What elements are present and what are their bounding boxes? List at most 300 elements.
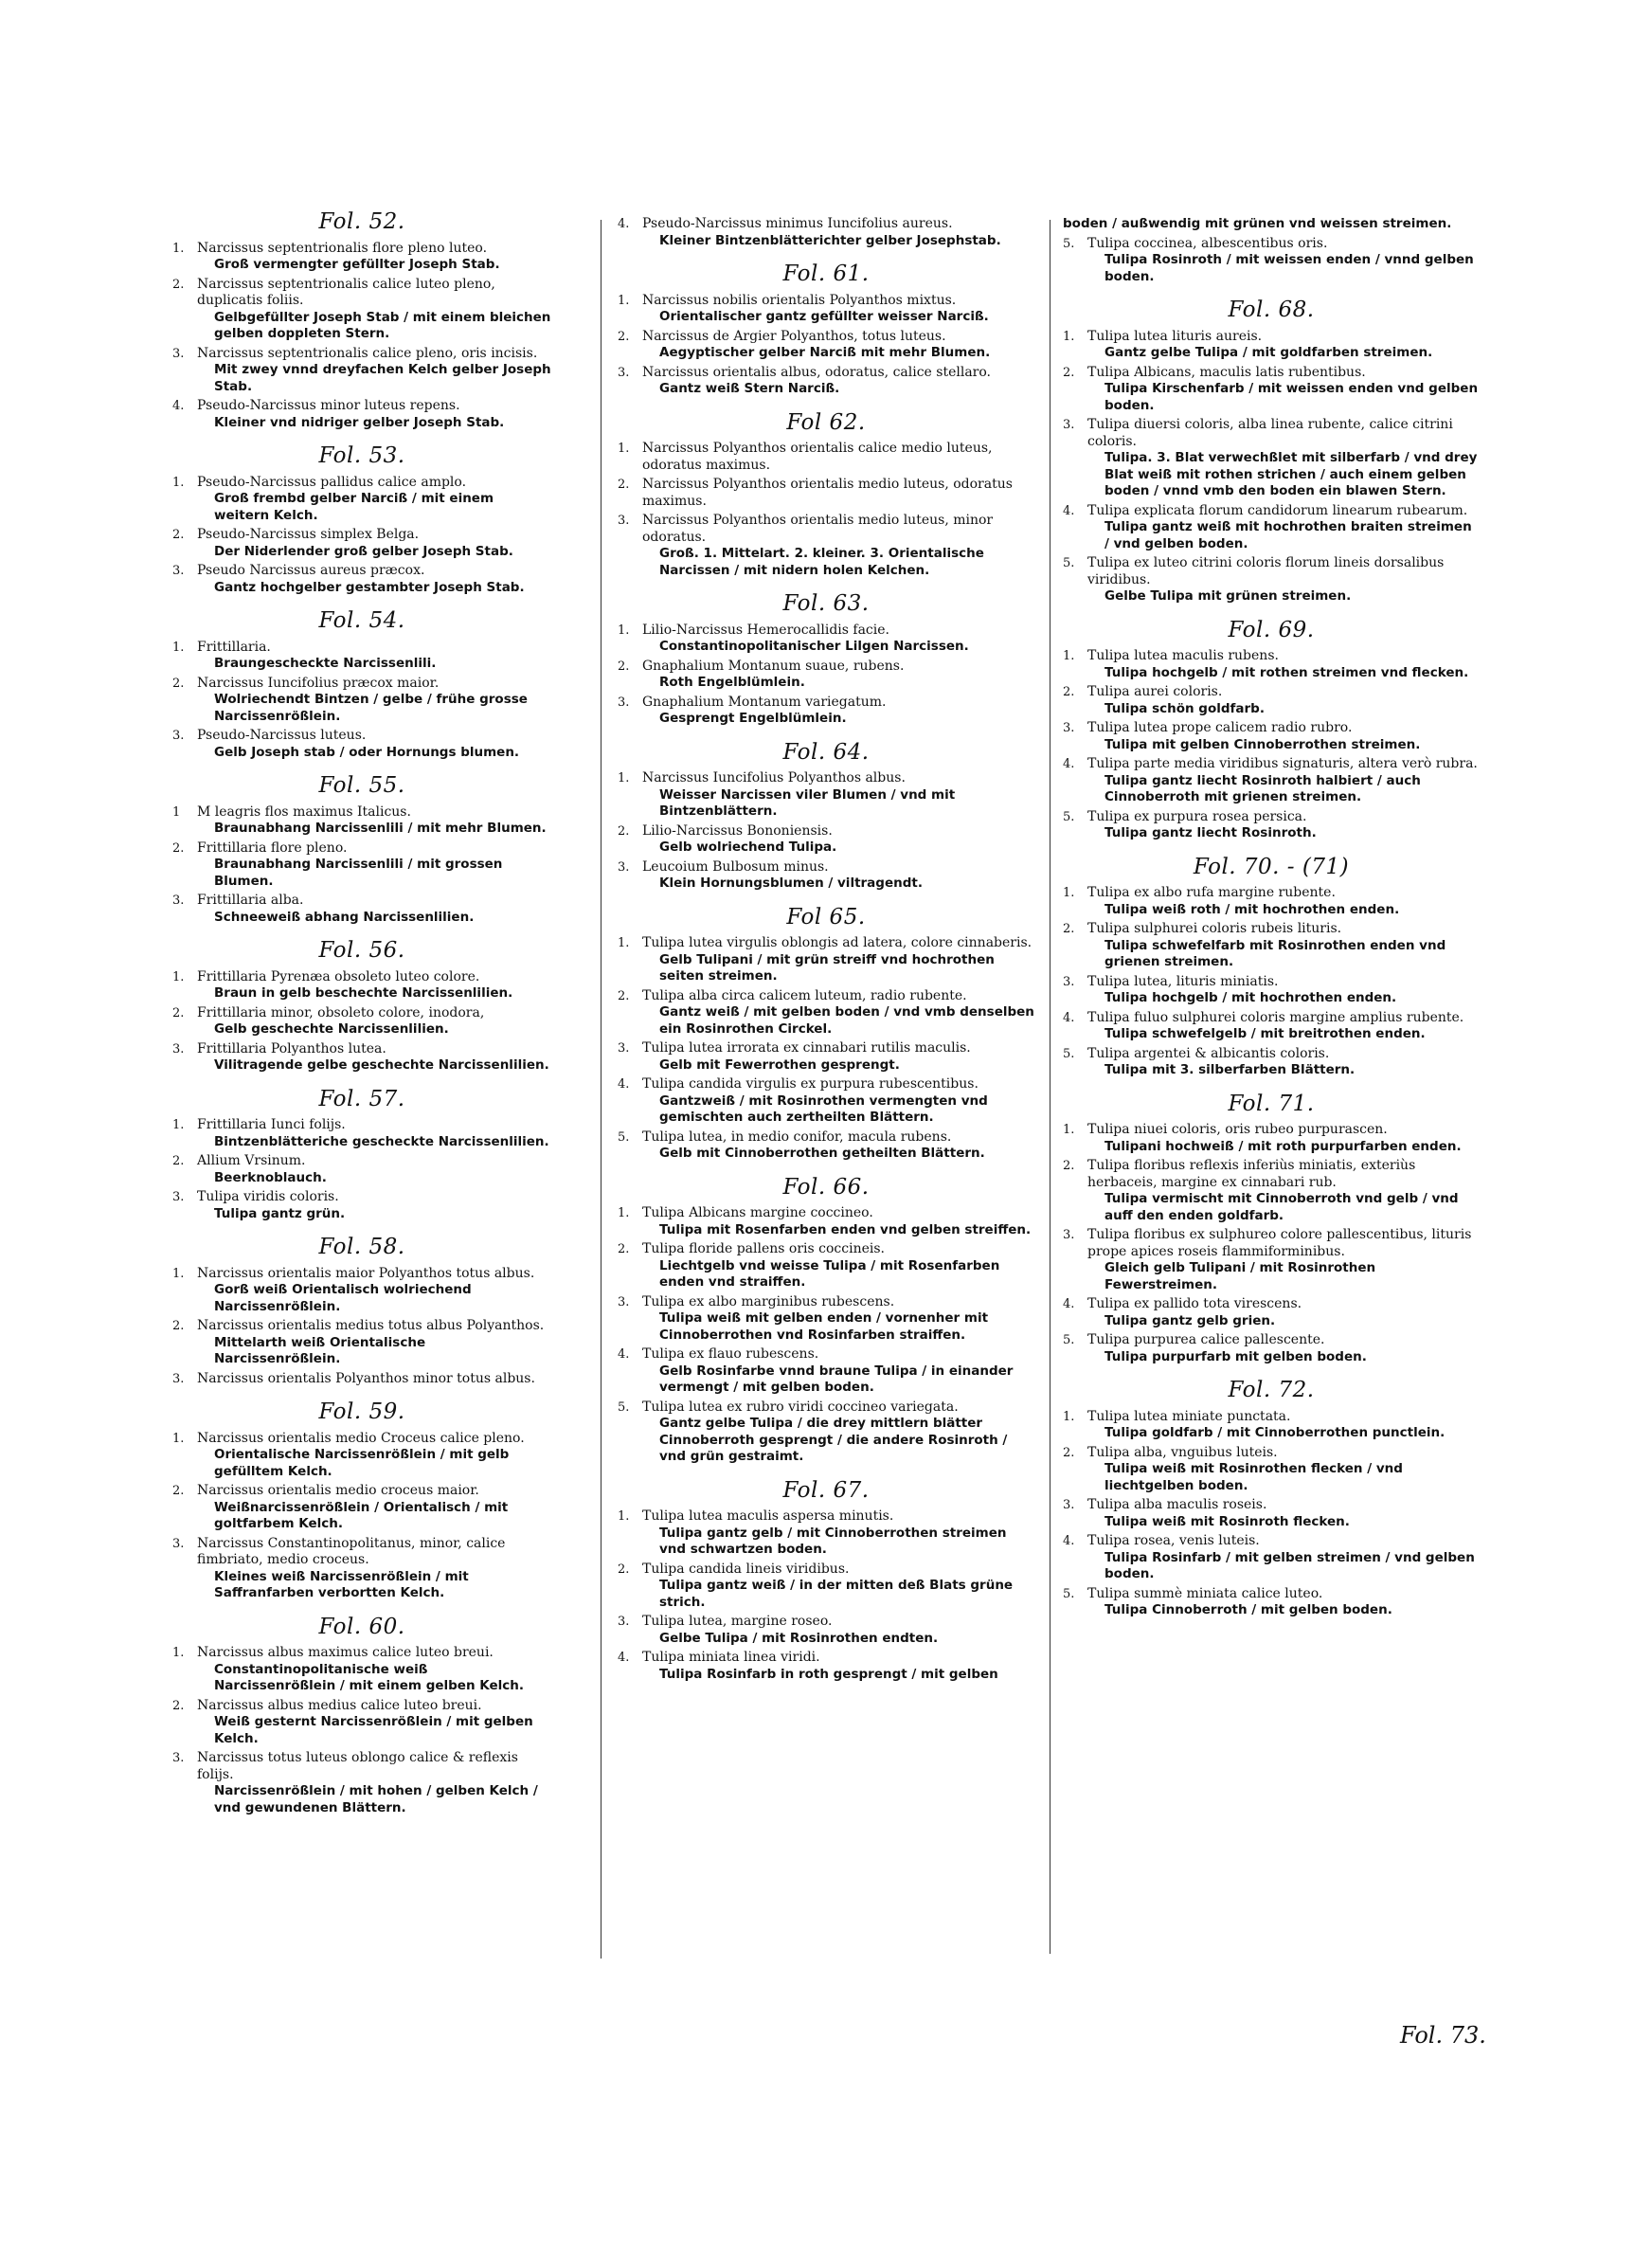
entry-number: 1. [172,1266,185,1281]
entry-number: 1. [618,1509,630,1524]
latin-name: Lilio-Narcissus Hemerocallidis facie. [642,622,889,638]
folio-heading: Fol. 53. [318,443,405,468]
entry-number: 1. [618,293,630,308]
german-name: Tulipa mit gelben Cinnoberrothen streimen. [1104,736,1421,752]
german-name: Gelbe Tulipa / mit Rosinrothen endten. [659,1630,939,1646]
plant-entry [618,659,1034,692]
german-name: Tulipa goldfarb / mit Cinnoberrothen punctlein. [1104,1425,1446,1440]
latin-name: Narcissus septentrionalis calice luteo pleno, duplicatis foliis. [197,276,495,308]
plant-entry [172,640,551,673]
plant-entry [618,770,1034,821]
entry-number: 3. [618,514,630,528]
german-name: Gesprengt Engelblümlein. [659,711,847,726]
entry-number: 3. [1063,418,1075,432]
german-name: Weißnarcissenrößlein / Orientalisch / mit goltfarbem Kelch. [214,1499,509,1531]
entry-number: 4. [618,1077,630,1092]
entry-number: 4. [1063,1297,1075,1311]
german-name: Tulipa gantz weiß mit hochrothen braiten streimen / vnd gelben boden. [1104,519,1472,551]
plant-entry [172,1536,551,1602]
german-name: Gorß weiß Orientalisch wolriechend Narcissenrößlein. [214,1282,472,1314]
plant-entry [1063,1122,1480,1155]
german-name: Gelb mit Fewerrothen gesprengt. [659,1056,900,1073]
entry-number: 2. [172,277,185,292]
german-name: Aegyptischer gelber Narciß mit mehr Blumen. [659,345,991,360]
plant-entry [618,293,1034,326]
german-name: Gantz weiß Stern Narciß. [659,381,840,396]
plant-entry [172,346,551,396]
german-name: Kleines weiß Narcissenrößlein / mit Saffranfarben verbortten Kelch. [214,1568,469,1600]
folio-heading: Fol. 66. [782,1174,870,1200]
latin-name: Tulipa ex pallido tota virescens. [1087,1296,1302,1311]
latin-name: Narcissus septentrionalis flore pleno luteo. [197,240,488,256]
entry-number: 2. [172,1154,185,1168]
german-name: Bintzenblätteriche gescheckte Narcissenlilien. [214,1133,549,1149]
latin-name: Lilio-Narcissus Bononiensis. [642,822,833,839]
latin-name: Narcissus orientalis albus, odoratus, calice stellaro. [642,364,992,380]
plant-entry [172,1483,551,1533]
german-name: Braun in gelb beschechte Narcissenlilien. [214,985,513,1001]
german-name: Tulipa Cinnoberroth / mit gelben boden. [1104,1602,1392,1617]
german-name: Gantz gelbe Tulipa / mit goldfarben streimen. [1104,345,1433,360]
german-name: Gleich gelb Tulipani / mit Rosinrothen Fewerstreimen. [1104,1260,1376,1292]
german-name: Gelb mit Cinnoberrothen getheilten Blättern. [659,1146,985,1161]
plant-entry [1063,503,1480,553]
latin-name: Tulipa Albicans margine coccineo. [642,1205,873,1220]
german-name: Gelbgefüllter Joseph Stab / mit einem bleichen gelben doppleten Stern. [214,309,551,341]
plant-entry [172,475,551,525]
plant-entry [172,1645,551,1695]
latin-name: Pseudo Narcissus aureus præcox. [197,563,425,578]
plant-entry [172,1750,551,1816]
german-name: Narcissenrößlein / mit hohen / gelben Kelch / vnd gewundenen Blättern. [214,1783,538,1815]
folio-heading: Fol. 57. [318,1086,405,1111]
plant-entry [618,1562,1034,1612]
latin-name: Narcissus orientalis maior Polyanthos totus albus. [197,1265,535,1281]
latin-name: Tulipa ex purpura rosea persica. [1087,808,1307,824]
entry-number: 4. [618,217,630,231]
german-name: Groß vermengter gefüllter Joseph Stab. [214,257,500,272]
entry-number: 5. [618,1129,630,1145]
german-name: Tulipa weiß mit Rosinroth flecken. [1104,1513,1350,1529]
plant-entry [1063,720,1480,753]
latin-name: Tulipa floribus reflexis inferiùs miniatis, exteriùs herbaceis, margine ex cinnabari rub. [1087,1158,1416,1190]
entry-number: 5. [1063,809,1075,824]
plant-entry [1063,1586,1480,1619]
plant-entry [618,859,1034,893]
plant-entry [1063,1158,1480,1224]
entry-number: 2. [1063,1159,1075,1173]
latin-name: Tulipa lutea, margine roseo. [642,1614,833,1629]
plant-entry [618,623,1034,656]
latin-name: Tulipa lutea miniate punctata. [1087,1408,1291,1424]
latin-name: Tulipa lutea maculis rubens. [1087,648,1279,663]
entry-number: 2. [1063,365,1075,380]
german-name: Tulipa hochgelb / mit rothen streimen vnd flecken. [1104,664,1469,680]
plant-entry [172,1153,551,1186]
latin-name: Narcissus orientalis medio croceus maior. [197,1483,479,1498]
entry-number: 3. [172,1536,185,1551]
folio-heading: Fol. 54. [318,608,405,633]
plant-entry [618,1241,1034,1291]
plant-entry [618,1346,1034,1397]
latin-name: Tulipa lutea ex rubro viridi coccineo variegata. [642,1399,959,1415]
plant-entry [618,1205,1034,1238]
plant-entry [1063,1010,1480,1043]
entry-number: 1. [172,475,185,490]
latin-name: Tulipa parte media viridibus signaturis, altera verò rubra. [1087,756,1478,771]
plant-entry [172,893,551,926]
entry-number: 2. [1063,685,1075,699]
latin-name: Tulipa candida lineis viridibus. [642,1561,850,1577]
plant-entry [618,1399,1034,1466]
plant-entry [618,1129,1034,1163]
entry-number: 2. [618,1562,630,1577]
folio-heading: Fol. 71. [1228,1091,1315,1116]
german-name: Tulipa hochgelb / mit hochrothen enden. [1104,990,1397,1005]
entry-number: 2. [618,1242,630,1256]
german-name: Beerknoblauch. [214,1169,327,1185]
folio-heading: Fol. 68. [1228,298,1315,322]
german-name: Tulipa. 3. Blat verwechßlet mit silberfarb / vnd drey Blat weiß mit rothen strichen / auch einem gelben boden / vnnd vmb den boden ein blawen Stern. [1104,450,1478,498]
german-name: Weiß gesternt Narcissenrößlein / mit gelben Kelch. [214,1714,533,1746]
plant-entry [1063,1296,1480,1329]
entry-number: 1. [618,623,630,638]
entry-number: 3. [618,1615,630,1629]
latin-name: Narcissus Iuncifolius Polyanthos albus. [642,770,906,785]
german-name: Gelb geschechte Narcissenlilien. [214,1021,449,1037]
german-name: Gelb wolriechend Tulipa. [659,840,837,855]
german-name: Kleiner vnd nidriger gelber Joseph Stab. [214,414,505,430]
latin-name: Narcissus totus luteus oblongo calice & reflexis folijs. [197,1750,518,1782]
plant-entry [618,988,1034,1038]
plant-entry [618,441,1034,474]
latin-name: Narcissus orientalis medio Croceus calice pleno. [197,1430,525,1446]
german-name: Tulipa Rosinfarb / mit gelben streimen / vnd gelben boden. [1104,1549,1475,1581]
plant-entry [1063,1332,1480,1365]
column-divider-1 [601,220,602,1959]
entry-number: 1. [172,1646,185,1660]
german-name: Gelb Rosinfarbe vnnd braune Tulipa / in einander vermengt / mit gelben boden. [659,1363,1014,1395]
german-name: Gelb Joseph stab / oder Hornungs blumen. [214,744,520,760]
folio-heading: Fol. 56. [318,938,405,963]
german-name: Tulipa Rosinfarb in roth gesprengt / mit gelben [659,1666,998,1682]
plant-entry [618,1650,1034,1683]
plant-entry [618,365,1034,398]
latin-name: Tulipa floride pallens oris coccineis. [642,1241,885,1256]
latin-name: Tulipa sulphurei coloris rubeis lituris. [1087,921,1342,936]
german-name: Tulipa schön goldfarb. [1104,700,1265,716]
plant-entry [618,1294,1034,1345]
entry-number: 2. [172,1005,185,1020]
latin-name: Narcissus Iuncifolius præcox maior. [197,675,440,691]
latin-name: Tulipa argentei & albicantis coloris. [1087,1045,1330,1061]
plant-entry [1063,885,1480,918]
entry-number: 4. [1063,503,1075,518]
latin-name: Frittillaria Pyrenæa obsoleto luteo colore. [197,968,480,984]
plant-entry [618,216,1034,249]
folio-heading: Fol. 72. [1228,1378,1315,1402]
entry-number: 1. [172,1431,185,1446]
catchword: Fol. 73. [1400,2022,1486,2049]
latin-name: Tulipa coccinea, albescentibus oris. [1087,235,1328,251]
folio-heading: Fol. 69. [1228,617,1315,642]
german-name: Tulipa weiß roth / mit hochrothen enden. [1104,901,1400,917]
german-name: Gantz gelbe Tulipa / die drey mittlern blätter Cinnoberroth gesprengt / die andere Rosinroth / vnd grün gestraimt. [659,1416,1008,1464]
german-name: Tulipa weiß mit Rosinrothen flecken / vnd liechtgelben boden. [1104,1461,1403,1493]
folio-heading: Fol. 64. [782,739,870,765]
plant-entry [172,1431,551,1481]
entry-number: 3. [172,1190,185,1204]
entry-number: 1. [172,1118,185,1132]
latin-name: Gnaphalium Montanum variegatum. [642,694,887,710]
german-name: Der Niderlender groß gelber Joseph Stab. [214,543,513,559]
latin-name: Tulipa lutea, lituris miniatis. [1087,973,1279,989]
folio-heading: Fol. 63. [782,591,870,616]
german-name: Mittelarth weiß Orientalische Narcissenrößlein. [214,1334,426,1366]
entry-number: 1. [618,771,630,785]
german-name: Gelbe Tulipa mit grünen streimen. [1104,588,1352,604]
latin-name: Frittillaria flore pleno. [197,840,348,856]
latin-name: Narcissus orientalis Polyanthos minor totus albus. [197,1370,535,1386]
plant-entry [1063,1533,1480,1583]
plant-entry [172,527,551,560]
latin-name: Narcissus Polyanthos orientalis medio luteus, odoratus maximus. [642,477,1013,509]
latin-name: Frittillaria alba. [197,893,304,908]
latin-name: Narcissus albus medius calice luteo breui. [197,1697,482,1713]
plant-entry [172,241,551,274]
latin-name: Tulipa lutea prope calicem radio rubro. [1087,720,1353,735]
plant-entry [618,329,1034,362]
entry-number: 4. [1063,1534,1075,1548]
german-name: Tulipa gantz liecht Rosinroth halbiert / auch Cinnoberroth mit grienen streimen. [1104,772,1421,804]
entry-number: 3. [618,695,630,710]
entry-number: 3. [1063,1228,1075,1242]
latin-name: Frittillaria minor, obsoleto colore, inodora, [197,1004,485,1020]
latin-name: Allium Vrsinum. [197,1153,306,1168]
entry-number: 5. [1063,1586,1075,1601]
latin-name: Narcissus septentrionalis calice pleno, oris incisis. [197,345,538,361]
latin-name: Tulipa summè miniata calice luteo. [1087,1585,1323,1601]
entry-number: 4. [618,1347,630,1362]
folio-heading: Fol. 58. [318,1235,405,1259]
folio-heading: Fol 62. [786,409,866,435]
plant-entry [172,1005,551,1038]
german-name: Tulipa gantz gelb / mit Cinnoberrothen streimen vnd schwartzen boden. [659,1525,1007,1557]
german-name: Tulipa mit 3. silberfarben Blättern. [1104,1062,1356,1077]
latin-name: Tulipa diuersi coloris, alba linea rubente, calice citrini coloris. [1087,417,1453,449]
entry-number: 1. [172,969,185,984]
plant-entry [1063,216,1480,233]
german-name: Tulipa gantz weiß / in der mitten deß Blats grüne strich. [659,1578,1014,1610]
german-name: Mit zwey vnnd dreyfachen Kelch gelber Joseph Stab. [214,362,551,394]
plant-entry [172,1371,551,1388]
plant-entry [172,804,551,838]
german-name: Tulipa Kirschenfarb / mit weissen enden vnd gelben boden. [1104,381,1479,413]
column-right [1063,214,1480,1622]
latin-name: Narcissus de Argier Polyanthos, totus luteus. [642,328,946,344]
german-name: Braunabhang Narcissenlili / mit mehr Blumen. [214,821,547,836]
latin-name: Narcissus orientalis medius totus albus Polyanthos. [197,1318,545,1333]
entry-number: 1. [618,442,630,456]
latin-name: Narcissus Polyanthos orientalis calice medio luteus, odoratus maximus. [642,441,993,473]
entry-number: 2. [618,988,630,1003]
folio-heading: Fol. 67. [782,1477,870,1503]
german-name: Braunabhang Narcissenlili / mit grossen Blumen. [214,857,503,889]
plant-entry [172,398,551,431]
plant-entry [172,1266,551,1316]
german-name: Schneeweiß abhang Narcissenlilien. [214,909,475,925]
german-name: Braungescheckte Narcissenlili. [214,656,437,671]
latin-name: Narcissus albus maximus calice luteo breui. [197,1645,494,1660]
german-name: Tulipa schwefelgelb / mit breitrothen enden. [1104,1026,1426,1041]
entry-number: 3. [618,365,630,380]
entry-number: 1. [1063,1409,1075,1424]
entry-number: 3. [1063,721,1075,735]
latin-name: Tulipa viridis coloris. [197,1189,339,1204]
plant-entry [1063,684,1480,717]
entry-number: 4. [1063,1010,1075,1025]
plant-entry [1063,1227,1480,1293]
plant-entry [1063,809,1480,842]
german-name: Groß frembd gelber Narciß / mit einem weitern Kelch. [214,491,494,523]
latin-name: Frittillaria Iunci folijs. [197,1117,346,1132]
entry-number: 2. [172,676,185,691]
entry-number: 3. [172,564,185,578]
plant-entry [172,563,551,596]
entry-number: 1. [172,640,185,655]
german-name: Kleiner Bintzenblätterichter gelber Josephstab. [659,232,1001,248]
plant-entry [172,1117,551,1150]
plant-entry [618,1076,1034,1127]
entry-number: 1 [172,804,181,820]
entry-number: 3. [1063,974,1075,989]
entry-number: 1. [1063,1123,1075,1137]
entry-number: 3. [618,1041,630,1056]
plant-entry [618,935,1034,985]
folio-heading: Fol. 52. [318,209,405,234]
plant-entry [618,823,1034,857]
entry-number: 1. [618,1206,630,1220]
entry-number: 3. [172,729,185,743]
german-name: Tulipa vermischt mit Cinnoberroth vnd gelb / vnd auff den enden goldfarb. [1104,1191,1459,1223]
entry-number: 2. [172,1698,185,1713]
plant-entry [1063,756,1480,806]
plant-entry [172,676,551,726]
german-name: Constantinopolitanischer Lilgen Narcissen. [659,639,969,654]
german-name: Tulipa Rosinroth / mit weissen enden / vnnd gelben boden. [1104,252,1474,284]
entry-number: 2. [1063,922,1075,936]
latin-name: Tulipa lutea virgulis oblongis ad latera, colore cinnaberis. [642,935,1032,950]
folio-heading: Fol. 55. [318,773,405,798]
plant-entry [618,513,1034,579]
column-left [172,209,551,1819]
entry-number: 5. [1063,556,1075,570]
latin-name: Narcissus Constantinopolitanus, minor, calice fimbriato, medio croceus. [197,1535,506,1567]
plant-entry [172,1189,551,1222]
latin-name: Frittillaria Polyanthos lutea. [197,1040,386,1056]
latin-name: Tulipa aurei coloris. [1087,684,1223,699]
entry-number: 3. [1063,1498,1075,1512]
latin-name: Tulipa alba, vnguibus luteis. [1087,1444,1278,1460]
latin-name: Leucoium Bulbosum minus. [642,858,829,875]
plant-entry [1063,365,1480,415]
german-name: Tulipa gantz grün. [214,1205,346,1221]
entry-number: 2. [618,478,630,492]
latin-name: Tulipa ex albo marginibus rubescens. [642,1293,895,1309]
entry-number: 4. [618,1651,630,1665]
plant-entry [172,1318,551,1368]
german-name: Gantz hochgelber gestambter Joseph Stab. [214,579,525,595]
german-name: Tulipani hochweiß / mit roth purpurfarben enden. [1104,1138,1462,1154]
latin-name: Pseudo-Narcissus pallidus calice amplo. [197,474,467,490]
latin-name: Tulipa floribus ex sulphureo colore pallescentibus, lituris prope apices roseis flammiforminibus. [1087,1227,1472,1259]
entry-number: 4. [172,399,185,413]
german-name: Tulipa gantz liecht Rosinroth. [1104,825,1317,840]
plant-entry [1063,1409,1480,1442]
entry-number: 1. [1063,649,1075,663]
entry-number: 2. [172,528,185,542]
latin-name: Pseudo-Narcissus minor luteus repens. [197,398,460,413]
latin-name: Narcissus Polyanthos orientalis medio luteus, minor odoratus. [642,513,994,545]
entry-number: 5. [1063,1333,1075,1347]
plant-entry [618,695,1034,728]
german-name: Tulipa purpurfarb mit gelben boden. [1104,1348,1367,1364]
german-name: Tulipa gantz gelb grien. [1104,1312,1276,1328]
latin-name: Tulipa lutea irrorata ex cinnabari rutilis maculis. [642,1040,971,1056]
entry-number: 1. [172,241,185,256]
entry-number: 3. [618,859,630,875]
latin-name: Gnaphalium Montanum suaue, rubens. [642,658,905,674]
german-name: boden / außwendig mit grünen vnd weissen streimen. [1063,216,1452,231]
german-name: Liechtgelb vnd weisse Tulipa / mit Rosenfarben enden vnd straiffen. [659,1257,1000,1290]
plant-entry [172,840,551,891]
plant-entry [1063,1497,1480,1530]
german-name: Vilitragende gelbe geschechte Narcissenlilien. [214,1057,549,1073]
entry-number: 3. [172,1751,185,1765]
entry-number: 3. [172,1371,185,1386]
plant-entry [1063,1445,1480,1495]
latin-name: Tulipa ex albo rufa margine rubente. [1087,885,1336,900]
entry-number: 5. [1063,1046,1075,1061]
latin-name: Tulipa Albicans, maculis latis rubentibus. [1087,364,1366,380]
latin-name: M leagris flos maximus Italicus. [197,803,411,820]
latin-name: Tulipa ex flauo rubescens. [642,1346,819,1362]
plant-entry [1063,555,1480,605]
latin-name: Tulipa ex luteo citrini coloris florum lineis dorsalibus viridibus. [1087,555,1445,587]
latin-name: Tulipa rosea, venis luteis. [1087,1533,1260,1548]
latin-name: Tulipa lutea, in medio conifor, macula rubens. [642,1128,952,1145]
plant-entry [1063,329,1480,362]
folio-heading: Fol. 70. - (71) [1193,854,1350,879]
entry-number: 3. [618,1294,630,1309]
entry-number: 3. [172,1041,185,1056]
latin-name: Tulipa candida virgulis ex purpura rubescentibus. [642,1076,979,1092]
german-name: Roth Engelblümlein. [659,675,805,690]
latin-name: Tulipa alba circa calicem luteum, radio rubente. [642,987,967,1003]
plant-entry [618,1040,1034,1074]
german-name: Orientalischer gantz gefüllter weisser Narciß. [659,309,989,324]
latin-name: Tulipa alba maculis roseis. [1087,1497,1267,1512]
entry-number: 3. [172,346,185,361]
plant-entry [618,1614,1034,1647]
entry-number: 5. [618,1399,630,1415]
entry-number: 5. [1063,236,1075,251]
plant-entry [172,1698,551,1748]
folio-heading: Fol. 61. [782,262,870,286]
plant-entry [172,728,551,761]
german-name: Klein Hornungsblumen / viltragendt. [659,876,923,891]
plant-entry [172,1041,551,1074]
